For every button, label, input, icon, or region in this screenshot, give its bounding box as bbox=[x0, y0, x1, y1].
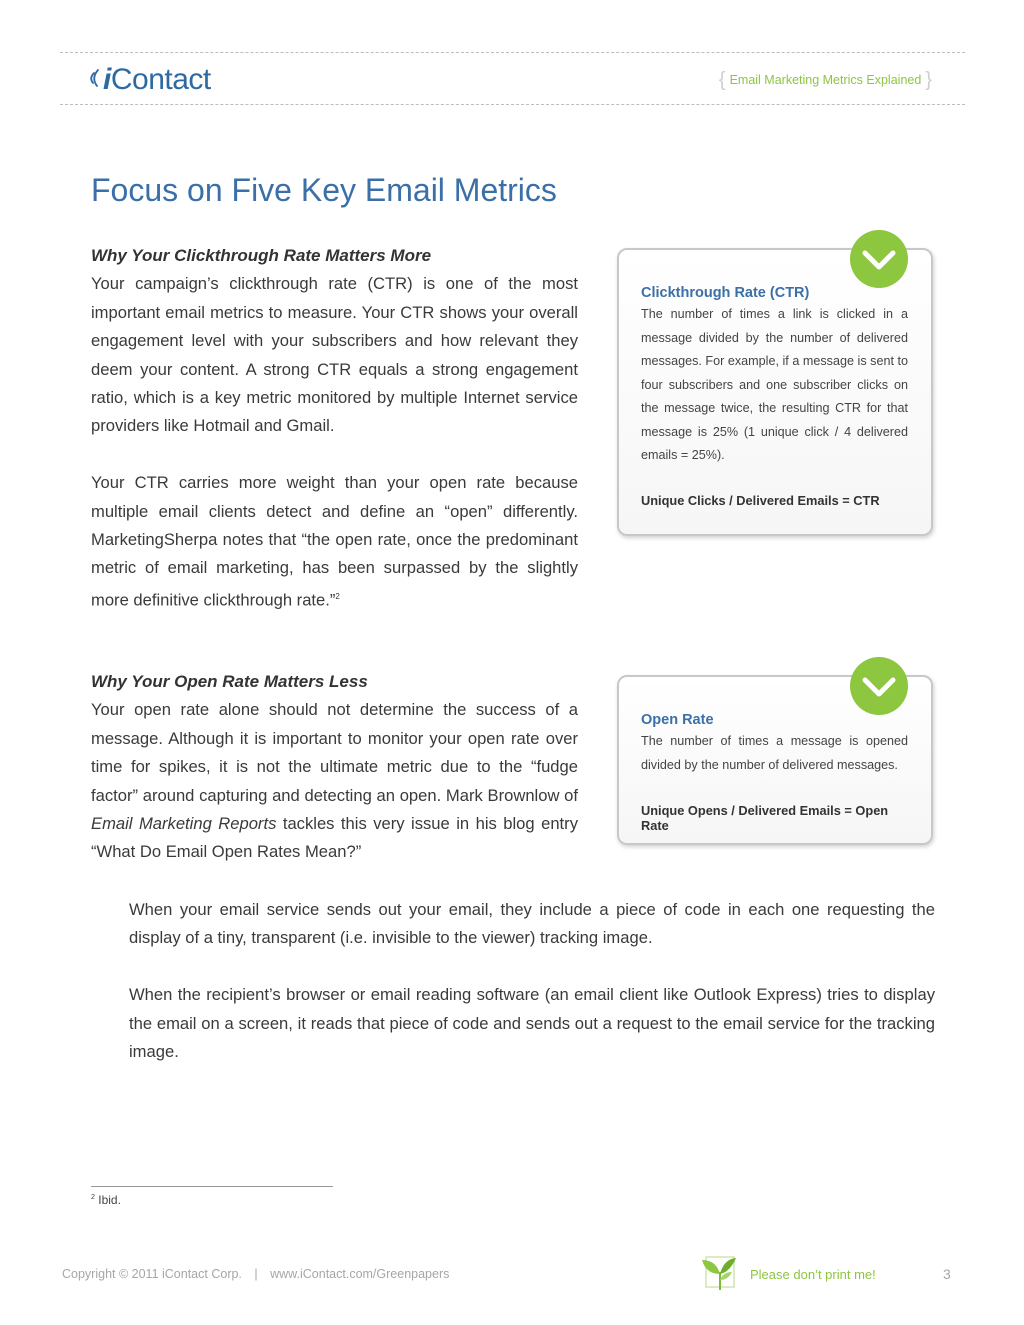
checkmark-icon bbox=[850, 230, 908, 288]
quote-paragraph-2: When the recipient’s browser or email reading software (an email client like Outlook Express) tries to display the email on a screen, it reads that piece of code and sends out a request to the email service for the tracking image. bbox=[129, 985, 935, 1062]
leaf-icon bbox=[698, 1250, 742, 1294]
copyright-text: Copyright © 2011 iContact Corp. bbox=[62, 1267, 242, 1281]
logo-waves-icon bbox=[88, 67, 102, 97]
section-clickthrough bbox=[91, 242, 578, 615]
header-tagline-text: Email Marketing Metrics Explained bbox=[729, 73, 922, 87]
logo-wordmark: iContact bbox=[103, 63, 211, 96]
footer-url-link[interactable]: www.iContact.com/Greenpapers bbox=[270, 1267, 450, 1281]
right-brace: } bbox=[925, 69, 932, 91]
section-heading-ctr: Why Your Clickthrough Rate Matters More bbox=[91, 246, 432, 265]
checkmark-icon bbox=[850, 657, 908, 715]
footnote-divider bbox=[91, 1186, 333, 1187]
ctr-box-title: Clickthrough Rate (CTR) bbox=[641, 285, 810, 301]
ctr-definition-box bbox=[617, 248, 933, 536]
footnote bbox=[91, 1193, 121, 1207]
quote-paragraph-1: When your email service sends out your email, they include a piece of code in each one requesting the display of a tiny, transparent (i.e. invisible to the viewer) tracking image. bbox=[129, 900, 935, 948]
publication-title: Email Marketing Reports bbox=[91, 814, 277, 834]
section-heading-open-rate: Why Your Open Rate Matters Less bbox=[91, 672, 368, 691]
section-open-rate-paragraph: Your open rate alone should not determine the success of a message. Although it is important to monitor your open rate over time for spikes, it is not the ultimate metric due to the “fudge factor” around capturing and detecting an open. Mark Brownlow of Email Marketing Reports tackles this very issue in his blog entry “What Do Email Open Rates Mean?” bbox=[91, 700, 578, 862]
open-rate-box-formula: Unique Opens / Delivered Emails = Open Rate bbox=[641, 803, 889, 833]
header-top-divider bbox=[60, 52, 965, 53]
header-tagline bbox=[715, 70, 936, 90]
print-note: Please don’t print me! bbox=[750, 1267, 876, 1282]
section-ctr-paragraph-2: Your CTR carries more weight than your open rate because multiple email clients detect and define an “open” differently. MarketingSherpa notes that “the open rate, once the predominant metric of email marketing, has been surpassed by the slightly more definitive clickthrough rate.”$^2$ bbox=[91, 473, 578, 610]
ctr-box-formula: Unique Clicks / Delivered Emails = CTR bbox=[641, 492, 880, 508]
footnote-number: 2 bbox=[91, 1194, 95, 1201]
section-open-rate bbox=[91, 668, 578, 867]
footer-copyright bbox=[62, 1267, 449, 1281]
icontact-logo bbox=[88, 61, 211, 97]
footnote-ref: 2 bbox=[335, 591, 340, 601]
footer-separator: | bbox=[254, 1267, 258, 1281]
footnote-text: Ibid. bbox=[98, 1193, 121, 1207]
header-bottom-divider bbox=[60, 104, 965, 105]
page-number: 3 bbox=[943, 1266, 951, 1282]
open-rate-box-title: Open Rate bbox=[641, 712, 714, 728]
page-title: Focus on Five Key Email Metrics bbox=[91, 172, 557, 208]
open-rate-box-text: The number of times a message is opened divided by the number of delivered messages. bbox=[641, 734, 908, 772]
section-ctr-paragraph-1: Your campaign’s clickthrough rate (CTR) is one of the most important email metrics to measure. Your CTR shows your overall engagement level with your subscribers and how relevant they deem your content. A strong CTR equals a strong engagement ratio, which is a key metric monitored by multiple Internet service providers like Hotmail and Gmail. bbox=[91, 274, 578, 436]
ctr-box-text: The number of times a link is clicked in a message divided by the number of delivered messages. For example, if a message is sent to four subscribers and one subscriber clicks on the message twice, the resulting CTR for that message is 25% (1 unique click / 4 delivered emails = 25%). bbox=[641, 307, 908, 462]
block-quote bbox=[129, 896, 935, 1066]
left-brace: { bbox=[718, 69, 726, 91]
